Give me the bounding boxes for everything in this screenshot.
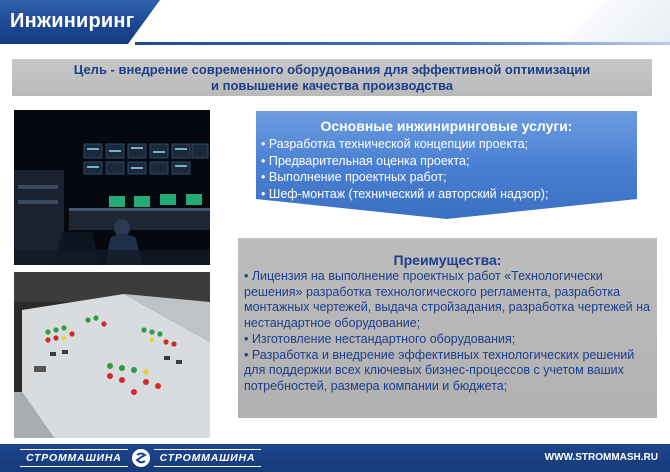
control-room-photo [14, 110, 210, 265]
advantage-item-manufacturing: • Изготовление нестандартного оборудования; [244, 331, 516, 346]
header-decoration [560, 0, 670, 44]
control-panel-photo [14, 272, 210, 438]
company-logo [20, 448, 261, 468]
logo-wordmark-right: СТРОММАШИНА [154, 449, 262, 467]
logo-wordmark-left: СТРОММАШИНА [20, 449, 128, 467]
services-box [256, 111, 637, 220]
services-title: Основные инжиниринговые услуги: [320, 118, 573, 134]
advantages-title: Преимущества: [393, 252, 502, 268]
list-item: • Шеф-монтаж (технический и авторский надзор); [261, 186, 548, 203]
goal-banner [12, 59, 652, 96]
page-title: Инжиниринг [10, 10, 135, 32]
advantage-item-license: • Лицензия на выполнение проектных работ «Технологически решения» разработка технологического регламента, разработка монтажных чертежей, выдача стройзадания, разработка чертежей на нестандартное оборудование; [244, 269, 650, 331]
goal-line-2: и повышение качества производства [210, 78, 454, 93]
goal-line-1: Цель - внедрение современного оборудования для эффективной оптимизации [73, 62, 591, 77]
list-item: • Выполнение проектных работ; [261, 169, 548, 186]
advantage-item-solutions: • Разработка и внедрение эффективных технологических решений для поддержки всех ключевых бизнес-процессов с учетом ваших потребностей, размера компании и бюджета; [244, 347, 635, 393]
services-list [261, 136, 548, 202]
strommash-emblem-icon [132, 449, 150, 467]
slide-header [0, 0, 670, 44]
advantages-text [244, 269, 654, 395]
list-item: • Предварительная оценка проекта; [261, 153, 548, 170]
advantages-box [238, 238, 657, 418]
website-link[interactable]: WWW.STROMMASH.RU [544, 452, 658, 463]
slide-footer [0, 444, 670, 472]
list-item: • Разработка технической концепции проекта; [261, 136, 548, 153]
